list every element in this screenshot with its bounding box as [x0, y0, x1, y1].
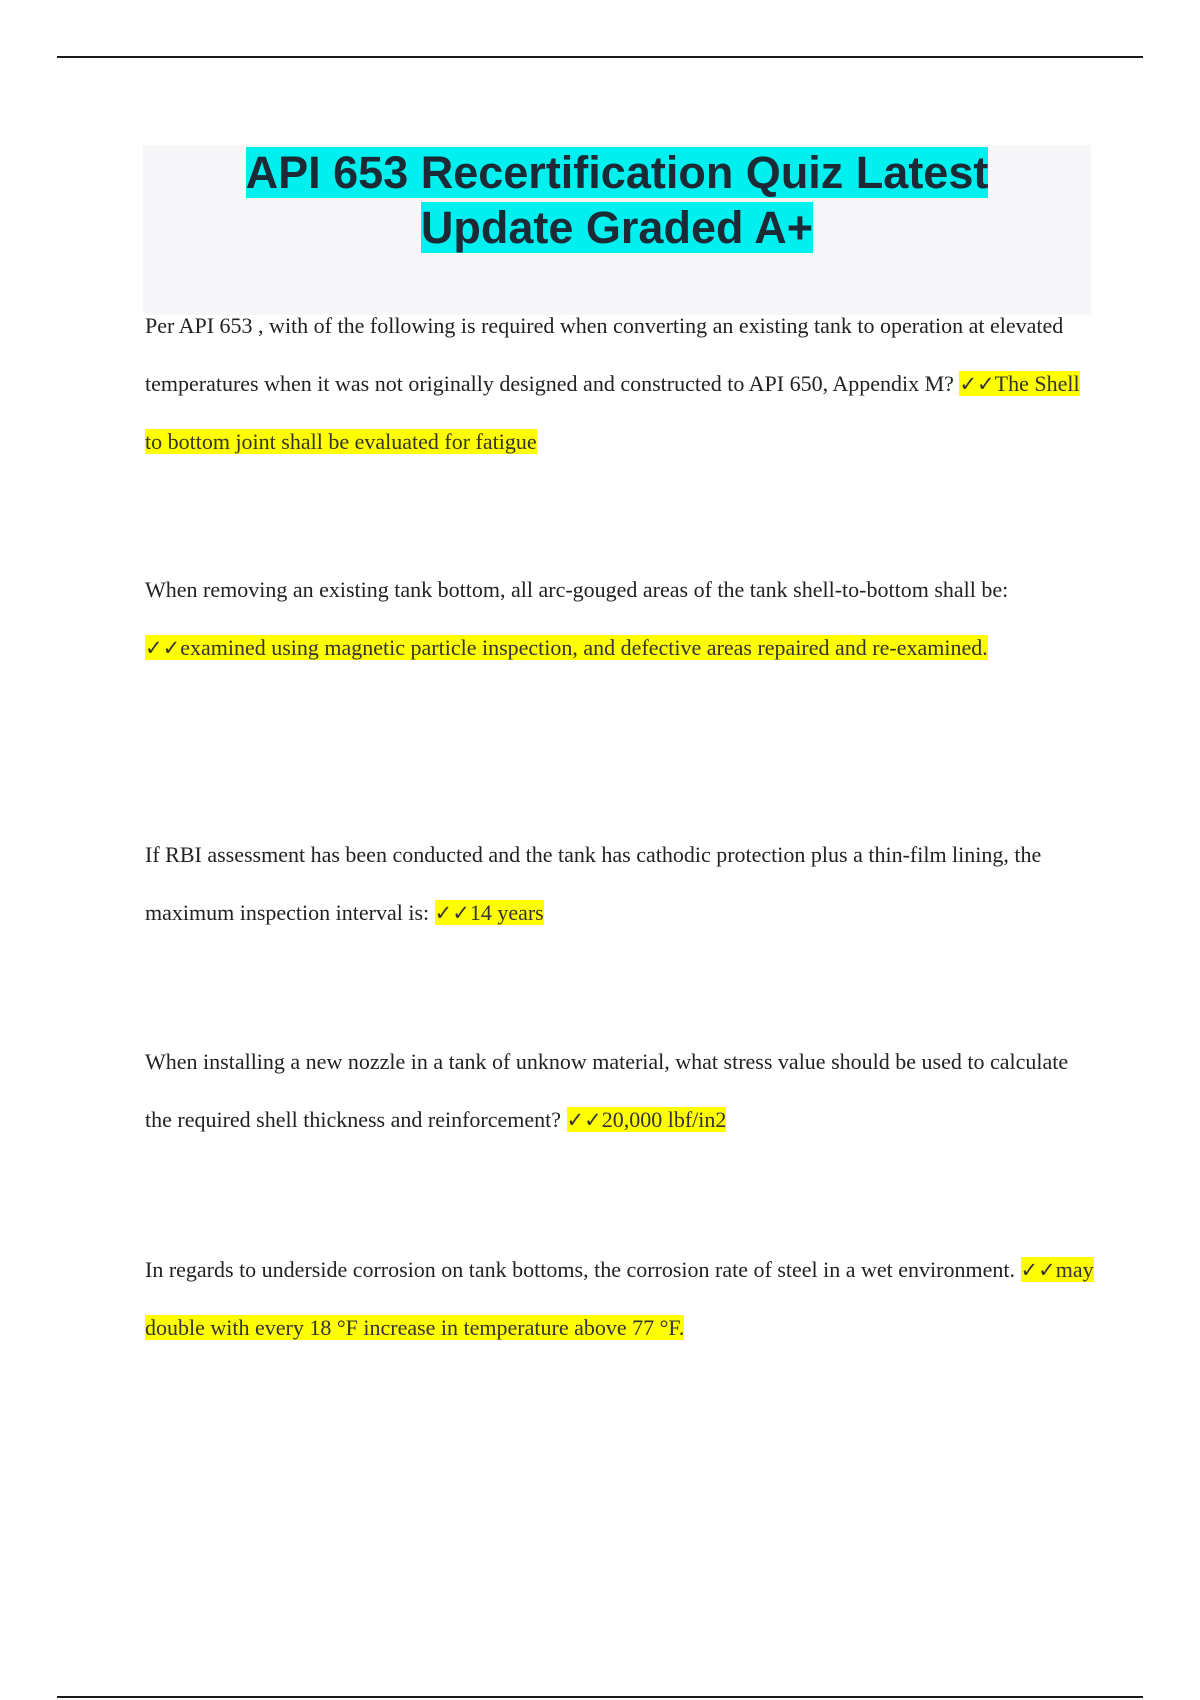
answer-text: The Shell to bottom joint shall be evaluated for fatigue	[145, 371, 1080, 454]
check-mark-icon: ✓✓	[566, 1108, 602, 1132]
answer-highlight	[145, 635, 988, 660]
question-text: When removing an existing tank bottom, all arc-gouged areas of the tank shell-to-bottom shall be:	[145, 577, 1009, 602]
qa-item	[145, 1033, 1100, 1149]
question-text: When installing a new nozzle in a tank of unknow material, what stress value should be used to calculate the required shell thickness and reinforcement?	[145, 1049, 1069, 1132]
title-panel	[143, 145, 1091, 315]
check-mark-icon: ✓✓	[434, 901, 470, 925]
document-title: API 653 Recertification Quiz Latest Update Graded A+	[245, 147, 989, 253]
qa-item	[145, 297, 1100, 471]
answer-highlight	[567, 1107, 727, 1132]
question-text: If RBI assessment has been conducted and the tank has cathodic protection plus a thin-film lining, the maximum inspection interval is:	[145, 842, 1042, 925]
answer-text: examined using magnetic particle inspection, and defective areas repaired and re-examined.	[180, 635, 988, 660]
question-text: Per API 653 , with of the following is required when converting an existing tank to operation at elevated temperatures when it was not originally designed and constructed to API 650, Appendix M?	[145, 313, 1064, 396]
check-mark-icon: ✓✓	[959, 372, 995, 396]
qa-item	[145, 561, 1100, 677]
answer-highlight	[435, 900, 544, 925]
check-mark-icon: ✓✓	[145, 636, 181, 660]
check-mark-icon: ✓✓	[1020, 1258, 1056, 1282]
answer-text: 14 years	[469, 900, 544, 925]
qa-item	[145, 826, 1100, 942]
answer-text: 20,000 lbf/in2	[601, 1107, 727, 1132]
bottom-rule	[57, 1696, 1143, 1698]
top-rule	[57, 56, 1143, 58]
answer-text: may double with every 18 °F increase in temperature above 77 °F.	[145, 1257, 1094, 1340]
qa-item	[145, 1241, 1100, 1357]
question-text: In regards to underside corrosion on tank bottoms, the corrosion rate of steel in a wet environment.	[145, 1257, 1015, 1282]
